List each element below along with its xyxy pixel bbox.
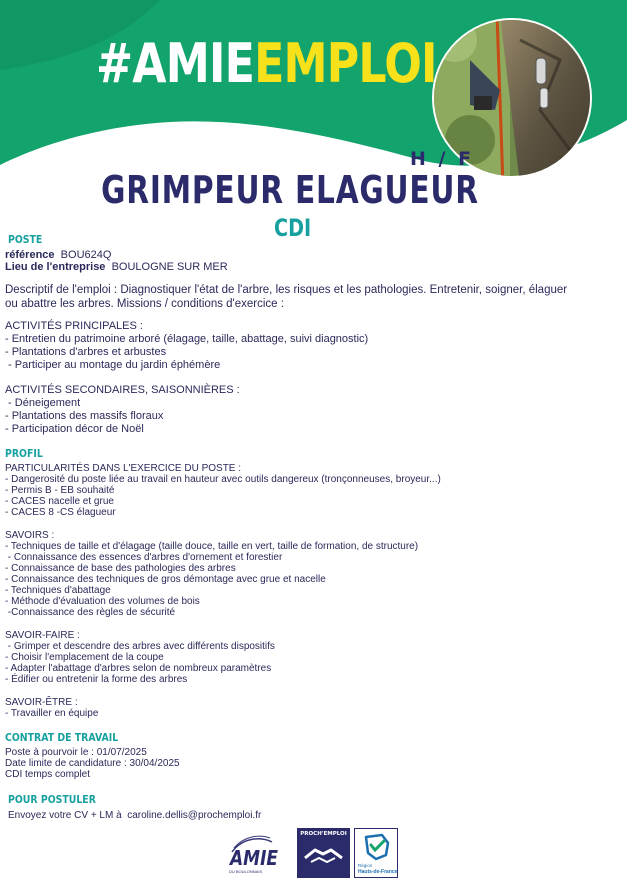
savoir-faire-heading: SAVOIR-FAIRE :	[5, 630, 80, 641]
prochemploi-logo	[297, 828, 350, 878]
savoirs-heading: SAVOIRS :	[5, 530, 55, 541]
savoir-faire-item: - Adapter l'abattage d'arbres selon de nombreux paramètres	[5, 663, 272, 674]
activite-principale-item: - Plantations d'arbres et arbustes	[5, 346, 167, 358]
gender-label: H / F	[410, 148, 475, 170]
hashtag-part2: EMPLOI	[254, 32, 437, 95]
hashtag-part1: #AMIE	[96, 32, 255, 95]
amie-emploi-hashtag	[96, 34, 437, 94]
savoir-item: - Connaissance des techniques de gros démontage avec grue et nacelle	[5, 574, 326, 585]
savoir-item: - Connaissance de base des pathologies des arbres	[5, 563, 236, 574]
reference-value: BOU624Q	[60, 249, 112, 261]
savoir-faire-item: - Choisir l'emplacement de la coupe	[5, 652, 164, 663]
reference-label: référence	[5, 249, 55, 261]
description-line-2: ou abattre les arbres. Missions / conditions d'exercice :	[5, 298, 284, 310]
amie-logo-subtext: DU BOULONNAIS	[229, 869, 263, 874]
particularite-item: - Dangerosité du poste liée au travail en hauteur avec outils dangereux (tronçonneuses, broyeur...)	[5, 474, 441, 485]
location-line	[5, 261, 228, 274]
activite-principale-item: - Participer au montage du jardin éphémère	[5, 359, 221, 371]
region-name-label: Hauts-de-France	[358, 869, 398, 875]
activite-principale-item: - Entretien du patrimoine arboré (élagage, taille, abattage, suivi diagnostic)	[5, 333, 369, 345]
contrat-line: Date limite de candidature : 30/04/2025	[5, 758, 180, 769]
section-heading-poste: POSTE	[8, 233, 43, 246]
activite-secondaire-item: - Plantations des massifs floraux	[5, 410, 164, 422]
contrat-line: CDI temps complet	[5, 769, 91, 780]
savoir-etre-heading: SAVOIR-ÊTRE :	[5, 697, 78, 708]
particularite-item: - CACES 8 -CS élagueur	[5, 507, 116, 518]
savoir-faire-item: - Grimper et descendre des arbres avec différents dispositifs	[5, 641, 275, 652]
section-heading-profil: PROFIL	[5, 447, 43, 460]
contrat-line: Poste à pourvoir le : 01/07/2025	[5, 747, 147, 758]
location-value: BOULOGNE SUR MER	[111, 261, 228, 273]
particularite-item: - Permis B - EB souhaité	[5, 485, 115, 496]
savoir-etre-item: - Travailler en équipe	[5, 708, 99, 719]
region-hdf-logo	[354, 828, 398, 878]
savoir-item: - Connaissance des essences d'arbres d'ornement et forestier	[5, 552, 283, 563]
activite-secondaire-item: - Déneigement	[5, 397, 81, 409]
savoir-item: - Techniques d'abattage	[5, 585, 111, 596]
savoir-item: - Techniques de taille et d'élagage (taille douce, taille en vert, taille de formation, de structure)	[5, 541, 419, 552]
savoir-item: - Méthode d'évaluation des volumes de bois	[5, 596, 200, 607]
description-line-1: Descriptif de l'emploi : Diagnostiquer l'état de l'arbre, les risques et les pathologies. Entretenir, soigner, élaguer	[5, 284, 568, 296]
particularites-heading: PARTICULARITÉS DANS L'EXERCICE DU POSTE :	[5, 463, 242, 474]
contract-type: CDI	[274, 214, 312, 242]
handshake-icon	[297, 828, 350, 878]
location-label: Lieu de l'entreprise	[5, 261, 106, 273]
amie-logo	[226, 828, 279, 876]
savoir-item: -Connaissance des règles de sécurité	[5, 607, 176, 618]
amie-logo-text: AMIE	[230, 846, 279, 870]
prochemploi-text: PROCH'EMPLOI	[300, 831, 347, 837]
region-map-icon	[356, 831, 398, 863]
postuler-text: Envoyez votre CV + LM à caroline.dellis@prochemploi.fr	[8, 810, 262, 821]
section-heading-postuler: POUR POSTULER	[8, 793, 96, 806]
region-small-label: Région	[358, 863, 373, 868]
activites-secondaires-heading: ACTIVITÉS SECONDAIRES, SAISONNIÈRES :	[5, 384, 240, 396]
activites-principales-heading: ACTIVITÉS PRINCIPALES :	[5, 320, 143, 332]
section-heading-contrat: CONTRAT DE TRAVAIL	[5, 731, 119, 744]
activite-secondaire-item: - Participation décor de Noël	[5, 423, 144, 435]
job-title: GRIMPEUR ELAGUEUR	[101, 168, 479, 212]
particularite-item: - CACES nacelle et grue	[5, 496, 114, 507]
savoir-faire-item: - Édifier ou entretenir la forme des arbres	[5, 674, 188, 685]
